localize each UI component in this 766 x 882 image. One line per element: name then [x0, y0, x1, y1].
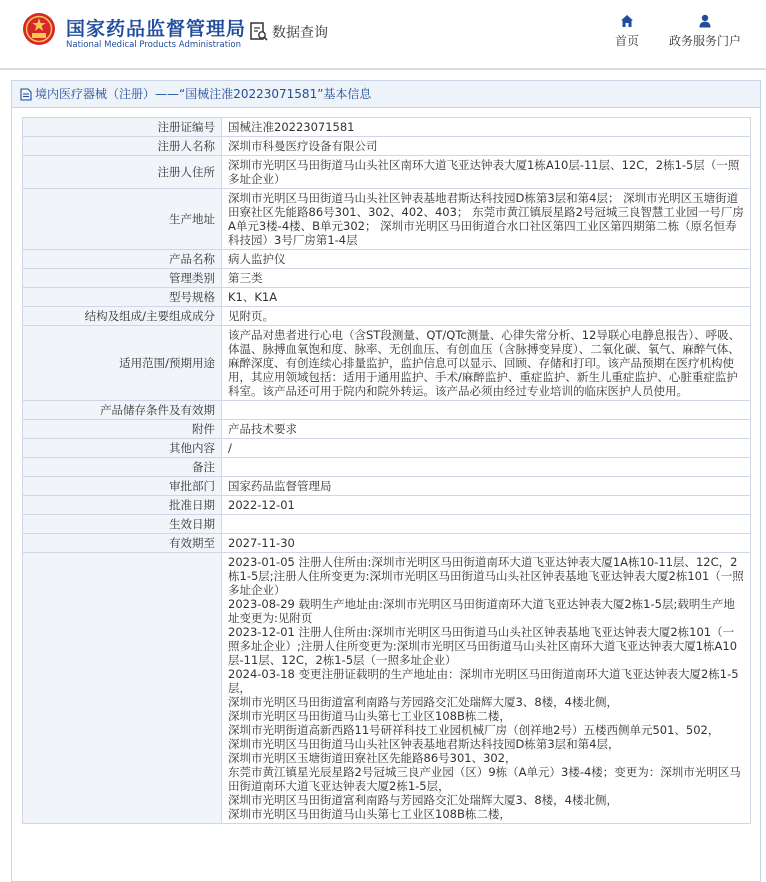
info-row — [23, 458, 751, 477]
field-value: 深圳市科曼医疗设备有限公司 — [222, 137, 751, 156]
nav-home[interactable] — [610, 14, 644, 49]
info-row — [23, 496, 751, 515]
field-label: 有效期至 — [23, 534, 222, 553]
info-row — [23, 515, 751, 534]
info-row — [23, 326, 751, 401]
change-history-line: 深圳市光明区马田街道马山头社区钟表基地君斯达科技园D栋第3层和第4层， — [228, 737, 620, 751]
info-row — [23, 156, 751, 189]
info-row — [23, 534, 751, 553]
field-value: 第三类 — [222, 269, 751, 288]
info-row — [23, 288, 751, 307]
field-value: 深圳市光明区马田街道马山头社区钟表基地君斯达科技园D栋第3层和第4层； 深圳市光明区玉塘街道田寮社区先能路86号301、302、402、403； 东莞市黄江镇辰星路2号冠城三良智慧工业园一号厂房A单元3楼-4楼、B单元302； 深圳市光明区马田街道合水口社区第四工业区第四期第二栋（原名恒寿科技园）3号厂房第1-4层 — [222, 189, 751, 250]
data-query-link[interactable] — [250, 22, 328, 42]
info-row — [23, 401, 751, 420]
document-icon — [20, 88, 32, 101]
change-history-line: 深圳市光明街道高新西路11号研祥科技工业园机械厂房（创祥地2号）五楼西侧单元501、502， — [228, 723, 720, 737]
change-history-line: 深圳市光明区马田街道马山头第七工业区108B栋二楼， — [228, 807, 511, 821]
field-label: 审批部门 — [23, 477, 222, 496]
field-label: 生效日期 — [23, 515, 222, 534]
field-label: 注册人住所 — [23, 156, 222, 189]
info-row — [23, 439, 751, 458]
field-value — [222, 401, 751, 420]
change-history-line: 2023-08-29 载明生产地址由:深圳市光明区马田街道南环大道飞亚达钟表大厦2栋1-5层;载明生产地址变更为:见附页 — [228, 597, 735, 625]
info-row — [23, 189, 751, 250]
site-title: 国家药品监督管理局 — [66, 18, 247, 40]
field-label: 管理类别 — [23, 269, 222, 288]
field-value: 深圳市光明区马田街道马山头社区南环大道飞亚达钟表大厦1栋A10层-11层、12C，2栋1-5层（一照多址企业） — [222, 156, 751, 189]
field-label: 产品储存条件及有效期 — [23, 401, 222, 420]
site-subtitle: National Medical Products Administration — [66, 40, 241, 50]
info-row — [23, 137, 751, 156]
field-label: 结构及组成/主要组成成分 — [23, 307, 222, 326]
info-row — [23, 269, 751, 288]
nav-portal-label: 政务服务门户 — [668, 34, 741, 48]
breadcrumb — [12, 81, 760, 108]
change-history-line: 2023-12-01 注册人住所由:深圳市光明区马田街道马山头社区钟表基地飞亚达钟表大厦2栋101（一照多址企业）;注册人住所变更为:深圳市光明区马田街道马山头社区南环大道飞亚达钟表大厦1栋A10层-11层、12C，2栋1-5层（一照多址企业） — [228, 625, 738, 667]
device-info-table — [22, 117, 751, 824]
field-value: 见附页。 — [222, 307, 751, 326]
field-value: / — [222, 439, 751, 458]
field-value: 国械注准20223071581 — [222, 118, 751, 137]
change-history-line: 2023-01-05 注册人住所由:深圳市光明区马田街道南环大道飞亚达钟表大厦1A栋10-11层、12C，2栋1-5层;注册人住所变更为:深圳市光明区马田街道马山头社区钟表基地飞亚达钟表大厦2栋101（一照多址企业） — [228, 555, 744, 597]
field-value — [222, 458, 751, 477]
user-icon — [698, 14, 712, 28]
field-value: 2027-11-30 — [222, 534, 751, 553]
info-row — [23, 477, 751, 496]
data-query-label: 数据查询 — [272, 25, 328, 41]
field-label: 注册证编号 — [23, 118, 222, 137]
change-history-value — [222, 553, 751, 824]
detail-panel — [11, 80, 761, 882]
field-label: 生产地址 — [23, 189, 222, 250]
field-value: 2022-12-01 — [222, 496, 751, 515]
nav-home-label: 首页 — [614, 34, 639, 48]
field-label: 备注 — [23, 458, 222, 477]
change-history-label: 变更情况 — [23, 553, 222, 824]
change-history-line: 深圳市光明区马田街道富利南路与芳园路交汇处瑞辉大厦3、8楼，4楼北侧， — [228, 695, 618, 709]
field-label: 型号规格 — [23, 288, 222, 307]
home-icon — [620, 14, 634, 28]
field-label: 注册人名称 — [23, 137, 222, 156]
change-history-line: 深圳市光明区马田街道马山头第七工业区108B栋二楼， — [228, 709, 511, 723]
change-history-line: 深圳市光明区玉塘街道田寮社区先能路86号301、302， — [228, 751, 517, 765]
field-label: 其他内容 — [23, 439, 222, 458]
nav-service-portal[interactable] — [665, 14, 745, 49]
info-row — [23, 250, 751, 269]
field-label: 适用范围/预期用途 — [23, 326, 222, 401]
info-row — [23, 118, 751, 137]
field-value: 该产品对患者进行心电（含ST段测量、QT/QTc测量、心律失常分析、12导联心电静息报告）、呼吸、体温、脉搏血氧饱和度、脉率、无创血压、有创血压（含脉搏变异度）、二氧化碳、氧气、麻醉气体、麻醉深度、有创连续心排量监护，监护信息可以显示、回顾、存储和打印。该产品预期在医疗机构使用，其应用领域包括：适用于通用监护、手术/麻醉监护、重症监护、新生儿重症监护、心脏重症监护科室。该产品还可用于院内和院外转运。该产品必须由经过专业培训的临床医护人员使用。 — [222, 326, 751, 401]
field-value: 病人监护仪 — [222, 250, 751, 269]
change-history-line: 东莞市黄江镇星光辰星路2号冠城三良产业园（区）9栋（A单元）3楼-4楼；变更为：深圳市光明区马田街道南环大道飞亚达钟表大厦2栋1-5层， — [228, 765, 741, 793]
info-row — [23, 307, 751, 326]
field-label: 产品名称 — [23, 250, 222, 269]
document-search-icon — [250, 22, 268, 42]
field-value — [222, 515, 751, 534]
breadcrumb-text: 境内医疗器械（注册）——“国械注准20223071581”基本信息 — [35, 87, 372, 101]
change-history-row — [23, 553, 751, 824]
field-value: 产品技术要求 — [222, 420, 751, 439]
info-row — [23, 420, 751, 439]
field-value: 国家药品监督管理局 — [222, 477, 751, 496]
site-header — [0, 0, 766, 70]
change-history-line: 深圳市光明区马田街道富利南路与芳园路交汇处瑞辉大厦3、8楼，4楼北侧， — [228, 793, 618, 807]
field-value: K1、K1A — [222, 288, 751, 307]
change-history-line: 2024-03-18 变更注册证载明的生产地址由：深圳市光明区马田街道南环大道飞亚达钟表大厦2栋1-5层， — [228, 667, 739, 695]
field-label: 附件 — [23, 420, 222, 439]
national-emblem-icon — [22, 12, 56, 46]
field-label: 批准日期 — [23, 496, 222, 515]
